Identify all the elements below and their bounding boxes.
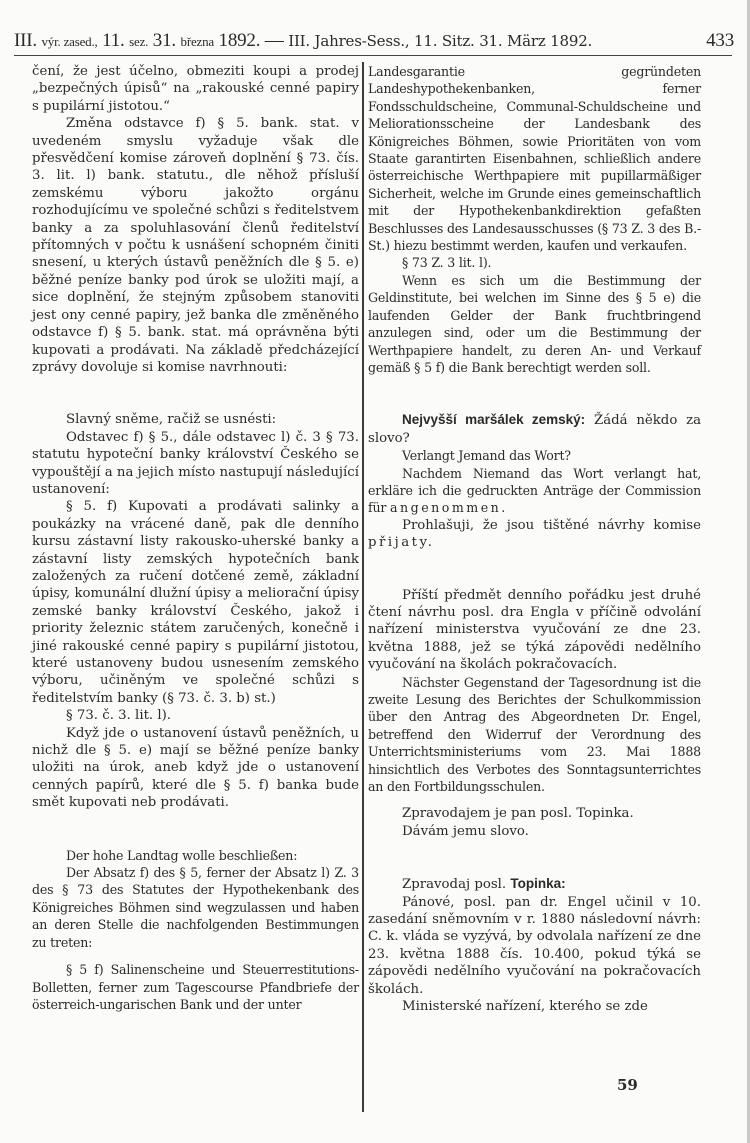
right-column [368,63,701,1016]
sheet-number: 59 [617,1076,638,1094]
paragraph: Odstavec f) § 5., dále odstavec l) č. 3 § 73. statutu hypoteční banky království Českého se vypouštějí a na jejich místo nastupují následující ustanovení: [32,429,359,497]
page-number: 433 [706,30,734,51]
column-divider [362,62,364,1112]
motion-heading-german: Der hohe Landtag wolle beschließen: [66,847,298,863]
paragraph-german: Nächster Gegenstand der Tagesordnung ist die zweite Lesung des Berichtes der Schulkommission über den Antrag des Abgeordneten Dr. Engel, betreffend den Widerruf der Verordnung des Unterrichtsministeriums vom 23. Mai 1888 hinsichtlich des Verbotes des Sonntagsunterrichtes an den Fortbildungsschulen. [368,674,701,795]
paragraph: Pánové, posl. pan dr. Engel učinil v 10. zasedání sněmovním v r. 1880 následovní návrh: C. k. vláda se vyzývá, by odvolala nařízení ze dne 23. května 1888 čís. 10.400, pokud týká se zápovědi nedělního vyučování na pokračovacích školách. [368,894,701,997]
header-german-session: III. Jahres-Sess., 11. Sitz. 31. März 1892. [288,32,593,50]
paragraph: čení, že jest účelno, obmeziti koupi a prodej „bezpečných úpisů“ na „rakouské cenné papiry s pupilární jistotou.“ [32,64,359,114]
speech [368,875,701,893]
header-separator: — [264,30,284,51]
motion-heading: Slavný sněme, račiž se usnésti: [66,412,277,428]
paragraph-german: § 5 f) Salinenscheine und Steuerrestitutions-Bolletten, ferner zum Tagescourse Pfandbriefe der österreich-ungarischen Bank und der unter [32,962,359,1012]
paragraph: Zpravodajem je pan posl. Topinka. [402,806,634,822]
paragraph-german: Verlangt Jemand das Wort? [402,448,571,464]
paragraph: § 73. č. 3. lit. l). [66,708,172,724]
speaker-name: Topinka: [510,876,566,892]
paragraph-german: Nachdem Niemand das Wort verlangt hat, erkläre ich die gedruckten Anträge der Commission für angenommen. [368,465,701,516]
header-rule [14,55,732,56]
paragraph-german: § 73 Z. 3 lit. l). [402,255,492,271]
paragraph: Příští předmět denního pořádku jest druhé čtení návrhu posl. dra Engla v příčině odvolání nařízení ministerstva vyučování ze dne 23. května 1888, jež se týká zápovědi nedělního vyučování na školách pokračovacích. [368,587,701,673]
paragraph: Ministerské nařízení, kterého se zde [402,999,648,1015]
paragraph: Když jde o ustanovení ústavů peněžních, u nichž dle § 5. e) mají se běžné peníze banky uložiti na úrok, aneb když jde o ustanovení cenných papírů, které dle § 5. f) banka bude smět kupovati neb prodávati. [32,725,359,811]
paragraph: Dávám jemu slovo. [402,823,529,839]
left-column [32,63,359,1013]
speaker-prefix: Zpravodaj posl. [402,877,507,893]
paragraph: Změna odstavce f) § 5. bank. stat. v uvedeném smyslu vyžaduje však dle přesvědčení komise zároveň doplnění § 73. čís. 3. lit. l) bank. statutu., dle něhož přísluší zemskému výboru jakožto orgánu rozhodujícímu ve společné schůzi s ředitelstvem banky a za spoluhlasování členů ředitelství přítomných v počtu k usnášení schopném činiti snesení, u kterých ústavů peněžních dle § 5. e) běžné peníze banky pod úrok se uložiti mají, a sice doplnění, že stejným způsobem stanoviti jest ony cenné papiry, jež banka dle změněného odstavce f) § 5. bank. stat. má oprávněna býti kupovati a prodávati. Na základě předcházející zprávy dovoluje si komise navrhnouti: [32,116,359,375]
paragraph: § 5. f) Kupovati a prodávati salinky a poukázky na vrácené daně, pak dle denního kursu zástavní listy rakousko-uherské banky a zástavní listy zemských hypotečních bank založených za ručení dotčené země, základní úpisy, komunální dlužní úpisy a meliorační úpisy zemské banky království Českého, jakož i priority železnic státem zaručených, konečně i jiné rakouské cenné papiry s pupilární jistotou, které ustanoveny budou usnesením zemského výboru, učiněným ve společné schůzi s ředitelstvím banky (§ 73. č. 3. b) st.) [32,499,359,706]
speaker-name: Nejvyšší maršálek zemský: [402,412,586,428]
speech [368,411,701,447]
running-header [14,30,593,53]
header-czech-session: III. výr. zased., 11. sez. 31. března 1892. [14,30,261,51]
paragraph-german: Landesgarantie gegründeten Landeshypothekenbanken, ferner Fondsschuldscheine, Communal-Schuldscheine und Meliorationsscheine der Landesbank des Königreiches Böhmen, sowie Prioritäten von vom Staate garantirten Eisenbahnen, schließlich andere österreichische Werthpapiere mit pupillarmäßiger Sicherheit, welche im Grunde eines gemeinschaftlich mit der Hypothekenbankdirektion gefaßten Beschlusses des Landesausschusses (§ 73 Z. 3 des B.-St.) hiezu bestimmt werden, kaufen und verkaufen. [368,64,701,254]
paragraph-german: Der Absatz f) des § 5, ferner der Absatz l) Z. 3 des § 73 des Statutes der Hypothekenbank des Königreiches Böhmen sind wegzulassen und haben an deren Stelle die nachfolgenden Bestimmungen zu treten: [32,865,359,950]
paragraph-german: Wenn es sich um die Bestimmung der Geldinstitute, bei welchen im Sinne des § 5 e) die laufenden Gelder der Bank fruchtbringend anzulegen sind, oder um die Bestimmung der Werthpapiere handelt, zu deren An- und Verkauf gemäß § 5 f) die Bank berechtigt werden soll. [368,272,701,375]
paragraph: Prohlašuji, že jsou tištěné návrhy komise přijaty. [368,517,701,551]
speech-text: Žádá někdo za slovo? [368,413,702,446]
